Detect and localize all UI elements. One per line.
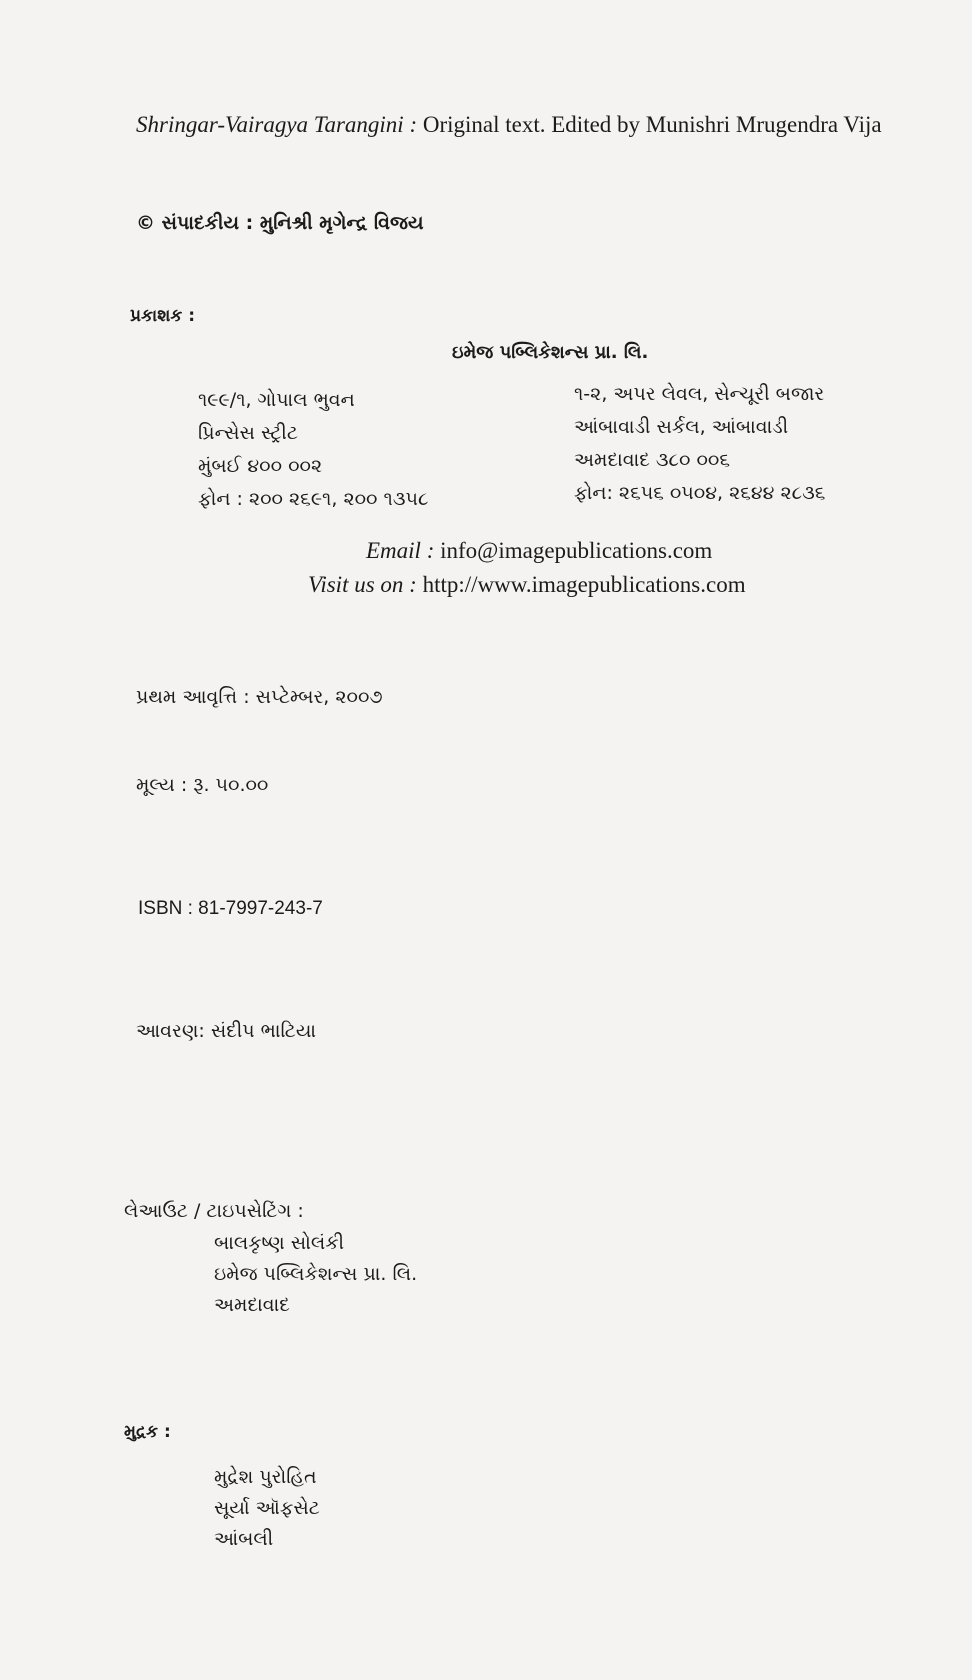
- printer-credit-line: આંબલી: [214, 1528, 274, 1550]
- edition-line: પ્રથમ આવૃત્તિ : સપ્ટેમ્બર, ૨૦૦૭: [136, 686, 383, 708]
- ahmedabad-address-line: અમદાવાદ ૩૮૦ ૦૦૬: [574, 449, 730, 471]
- website-line: [308, 568, 746, 602]
- layout-credit-line: ઇમેજ પબ્લિકેશન્સ પ્રા. લિ.: [214, 1263, 418, 1285]
- ahmedabad-address: [574, 378, 825, 510]
- email-line: [366, 534, 712, 568]
- layout-credit-line: અમદાવાદ: [214, 1294, 290, 1316]
- isbn-line: ISBN : 81-7997-243-7: [138, 898, 323, 919]
- mumbai-address-line: પ્રિન્સેસ સ્ટ્રીટ: [198, 422, 298, 444]
- email-label: Email :: [366, 538, 435, 563]
- copyright-line: © સંપાદકીય : મુનિશ્રી મૃગેન્દ્ર વિજય: [136, 212, 424, 234]
- layout-credit-line: બાલકૃષ્ણ સોલંકી: [214, 1232, 345, 1254]
- printer-credit-line: મુદ્રેશ પુરોહિત: [214, 1466, 317, 1488]
- layout-credits: [214, 1228, 417, 1321]
- mumbai-address-line: મુંબઈ ૪૦૦ ૦૦૨: [198, 455, 323, 477]
- printer-credit-line: સૂર્યા ઑફસેટ: [214, 1497, 320, 1519]
- ahmedabad-phone: ફોન: ૨૬૫૬ ૦૫૦૪, ૨૬૪૪ ૨૮૩૬: [574, 482, 826, 504]
- book-title-italic: Shringar-Vairagya Tarangini :: [136, 112, 418, 137]
- layout-label: લેઆઉટ / ટાઇપસેટિંગ :: [124, 1200, 304, 1222]
- edited-by-line: [136, 112, 882, 138]
- mumbai-address-line: ૧૯૯/૧, ગોપાલ ભુવન: [198, 389, 355, 411]
- website-label: Visit us on :: [308, 572, 417, 597]
- ahmedabad-address-line: ૧-૨, અપર લેવલ, સેન્ચૂરી બજાર: [574, 383, 825, 405]
- cover-credit: આવરણ: સંદીપ ભાટિયા: [136, 1020, 317, 1042]
- printer-label: મુદ્રક :: [124, 1422, 171, 1442]
- ahmedabad-address-line: આંબાવાડી સર્કલ, આંબાવાડી: [574, 416, 789, 438]
- publisher-name: ઇમેજ પબ્લિકેશન્સ પ્રા. લિ.: [452, 342, 649, 363]
- edited-by-text: Original text. Edited by Munishri Mrugendra Vija: [417, 112, 882, 137]
- website-url: http://www.imagepublications.com: [422, 572, 746, 597]
- mumbai-address: [198, 384, 428, 516]
- price-line: મૂલ્ય : રૂ. ૫૦.૦૦: [136, 774, 269, 796]
- mumbai-phone: ફોન : ૨૦૦ ૨૬૯૧, ૨૦૦ ૧૩૫૮: [198, 488, 429, 510]
- printer-credits: [214, 1462, 320, 1555]
- publisher-label: પ્રકાશક :: [130, 306, 196, 326]
- email-address: info@imagepublications.com: [440, 538, 713, 563]
